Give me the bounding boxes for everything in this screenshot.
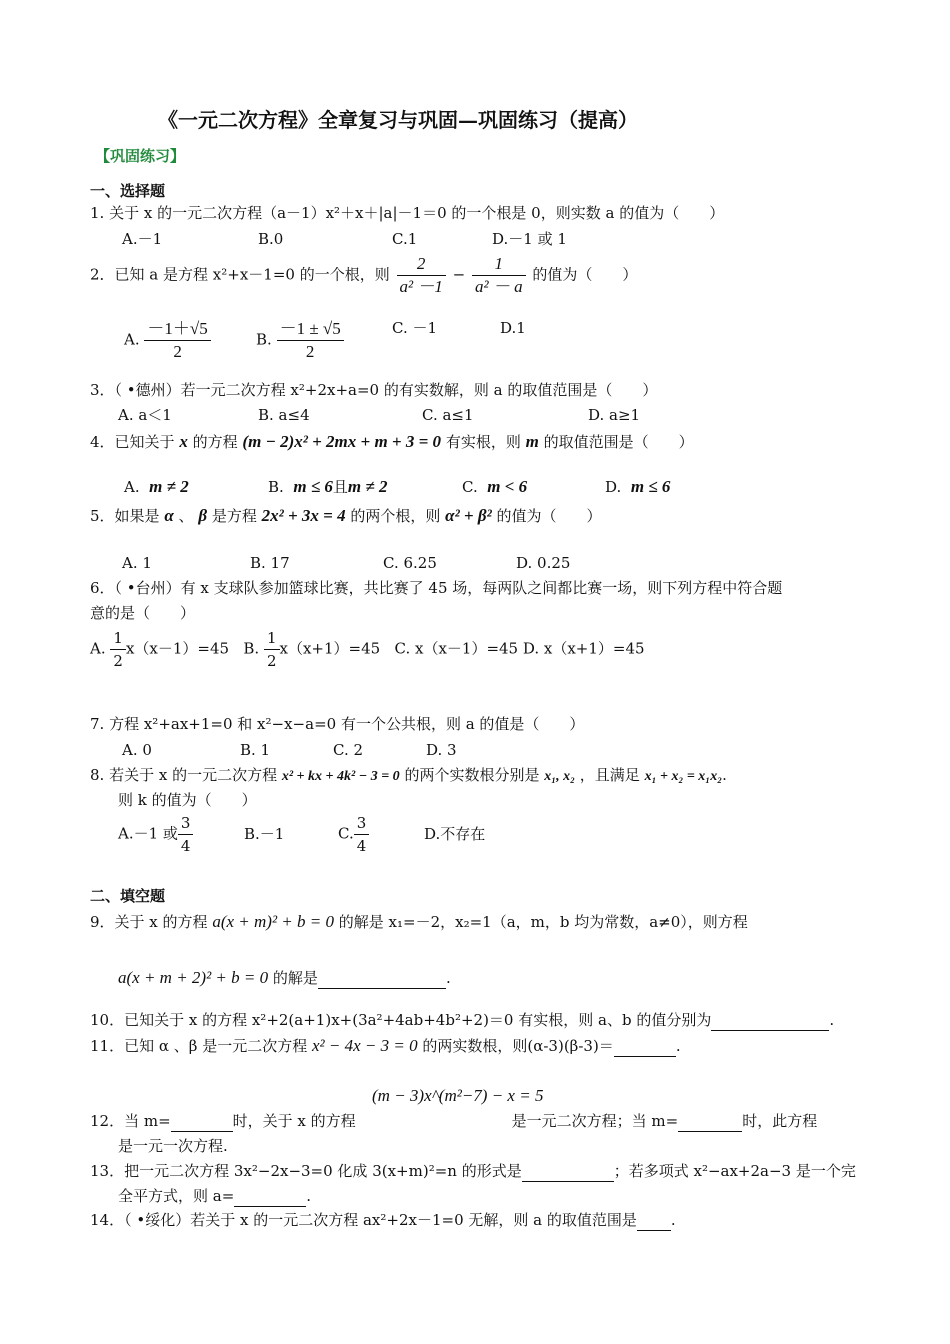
- q13-answer-blank-1[interactable]: [522, 1161, 614, 1182]
- question-12-line2: 是一元一次方程.: [118, 1137, 228, 1155]
- q9-answer-blank[interactable]: [318, 968, 446, 989]
- q12-equation: [372, 1086, 543, 1106]
- q8-a-den: 4: [180, 837, 191, 855]
- question-5: [90, 506, 601, 526]
- q5-equation: 2x² + 3x = 4: [261, 506, 346, 525]
- q5-option-a: A. 1: [122, 554, 152, 572]
- q8-mid2: ，且满足: [579, 766, 640, 784]
- q14-text: 14．（ •绥化）若关于 x 的一元二次方程 ax²+2x－1=0 无解，则 a 的取值范围是: [90, 1211, 637, 1229]
- q13-prefix: 13．把一元二次方程 3x²−2x−3=0 化成 3(x+m)²=n 的形式是: [90, 1162, 522, 1180]
- q10-answer-blank[interactable]: [711, 1010, 829, 1031]
- question-4: [90, 432, 694, 452]
- q12-answer-blank-1[interactable]: [171, 1111, 233, 1132]
- q4-suffix: 的取值范围是（ ）: [543, 433, 694, 451]
- question-2: 2．已知 a 是方程 x²+x－1=0 的一个根，则 $\frac{2}{\text{a² －1}}$ − $\frac{1}{\text{a² － a}}$ 的值为（ ）: [90, 254, 638, 296]
- q11-prefix: 11．已知 α 、β 是一元二次方程: [90, 1037, 308, 1055]
- q5-separator: 、: [178, 507, 194, 525]
- q4-mid: 的方程: [192, 433, 238, 451]
- q1-option-c: C.1: [392, 230, 418, 248]
- q6-b-text: x（x+1）=45: [279, 639, 381, 658]
- q4-option-c: [462, 477, 527, 497]
- q5-option-b: B. 17: [250, 554, 290, 572]
- q3-option-c: C. a≤1: [422, 406, 474, 424]
- q8-c-den: 4: [356, 837, 367, 855]
- q6-b-half: [264, 627, 280, 672]
- q4-option-d: [605, 477, 670, 497]
- q9-equation: a(x + m)² + b = 0: [212, 912, 334, 931]
- q2-a-numerator: －1＋√5: [144, 318, 210, 341]
- q6-cd-text: C. x（x－1）=45 D. x（x+1）=45: [394, 639, 645, 658]
- q7-option-d: D. 3: [426, 741, 457, 759]
- q2-f2-denominator: a² － a: [475, 277, 523, 296]
- q5-mid2: 的两个根，则: [350, 507, 441, 525]
- q2-option-b-label: B.: [256, 330, 272, 349]
- question-3: 3．（ •德州）若一元二次方程 x²+2x+a=0 的有实数解，则 a 的取值范围是（ ）: [90, 381, 658, 399]
- question-7: 7. 方程 x²+ax+1=0 和 x²−x−a=0 有一个公共根，则 a 的值是（ ）: [90, 715, 585, 733]
- q8-option-b: B.－1: [244, 825, 285, 843]
- q13-answer-blank-2[interactable]: [234, 1186, 306, 1207]
- q5-beta: β: [198, 506, 208, 525]
- q8-option-c: [338, 812, 369, 857]
- q6-a-half-num: 1: [110, 627, 126, 650]
- q10-text: 10．已知关于 x 的方程 x²+2(a+1)x+(3a²+4ab+4b²+2)＝0 有实根，则 a、b 的值分别为: [90, 1011, 712, 1029]
- q3-option-a: A. a＜1: [118, 406, 172, 424]
- q2-b-numerator: －1 ± √5: [277, 318, 344, 341]
- question-8-line2: 则 k 的值为（ ）: [118, 791, 257, 809]
- q4-var-x: x: [179, 432, 188, 451]
- q13-mid: ；若多项式 x²−ax+2a−3 是一个完: [613, 1162, 856, 1180]
- q1-option-b: B.0: [258, 230, 284, 248]
- q4-c-value: m < 6: [487, 477, 528, 496]
- q8-a-fraction: [178, 812, 194, 857]
- q2-option-a-label: A.: [124, 330, 140, 349]
- q9-prefix: 9．关于 x 的方程: [90, 913, 208, 931]
- q6-a-half-den: 2: [113, 652, 123, 670]
- q9-equation-2: a(x + m + 2)² + b = 0: [118, 968, 269, 987]
- q5-suffix: 的值为（ ）: [496, 507, 602, 525]
- q5-mid: 是方程: [211, 507, 257, 525]
- q2-a-denominator: 2: [173, 342, 182, 361]
- q4-a-value: m ≠ 2: [149, 477, 189, 496]
- q7-option-a: A. 0: [122, 741, 152, 759]
- q1-option-d: D.－1 或 1: [492, 230, 567, 248]
- section-tag: 【巩固练习】: [95, 147, 186, 165]
- q7-option-c: C. 2: [333, 741, 364, 759]
- question-10: [90, 1010, 834, 1031]
- q2-fraction-2: [472, 253, 526, 298]
- q5-alpha: α: [164, 506, 174, 525]
- q13-end: .: [306, 1187, 312, 1205]
- section-heading-fill: 二、填空题: [90, 887, 166, 905]
- q8-c-fraction: [354, 812, 370, 857]
- q6-options: [90, 627, 645, 672]
- q12-mid: 时，关于 x 的方程: [232, 1112, 356, 1130]
- q12-equation-text: (m − 3)x^(m²−7) − x = 5: [372, 1086, 544, 1105]
- q8-end: .: [722, 766, 727, 784]
- q11-equation: x² − 4x − 3 = 0: [311, 1036, 418, 1055]
- q2-option-b-fraction: [277, 318, 344, 363]
- q4-a-label: A.: [124, 478, 140, 496]
- q12-answer-blank-2[interactable]: [678, 1111, 742, 1132]
- section-heading-choice: 一、选择题: [90, 182, 166, 200]
- q6-a-label: A.: [90, 639, 106, 658]
- question-6-line1: 6．（ •台州）有 x 支球队参加篮球比赛，共比赛了 45 场，每两队之间都比赛一场，则下列方程中符合题: [90, 579, 783, 597]
- q8-option-a: [118, 812, 193, 857]
- q4-d-label: D.: [605, 478, 622, 496]
- q8-c-num: 3: [354, 812, 370, 835]
- q4-prefix: 4．已知关于: [90, 433, 175, 451]
- q5-expression: α² + β²: [445, 506, 492, 525]
- q4-equation: (m − 2)x² + 2mx + m + 3 = 0: [242, 432, 442, 451]
- q9-suffix: 的解是 x₁=－2，x₂=1（a，m，b 均为常数，a≠0），则方程: [338, 913, 748, 931]
- q4-d-value: m ≤ 6: [630, 477, 671, 496]
- question-9: [90, 912, 748, 932]
- q8-condition: x₁ + x₂ = x₁x₂: [644, 769, 723, 784]
- question-12: [90, 1111, 817, 1132]
- q11-answer-blank[interactable]: [614, 1036, 676, 1057]
- q5-prefix: 5．如果是: [90, 507, 160, 525]
- question-1: 1. 关于 x 的一元二次方程（a－1）x²＋x＋|a|－1＝0 的一个根是 0，则实数 a 的值为（ ）: [90, 204, 725, 222]
- q2-fraction-1: [397, 253, 446, 298]
- q3-option-b: B. a≤4: [258, 406, 310, 424]
- q4-option-b: [268, 477, 387, 497]
- question-14: [90, 1210, 676, 1231]
- q12-suffix: 时，此方程: [742, 1112, 818, 1130]
- q8-equation: x² + kx + 4k² − 3 = 0: [281, 769, 400, 784]
- q2-b-denominator: 2: [305, 342, 315, 361]
- question-9-line2: [118, 968, 451, 989]
- q3-option-d: D. a≥1: [588, 406, 641, 424]
- q5-option-d: D. 0.25: [516, 554, 571, 572]
- q8-option-d: D.不存在: [424, 825, 486, 843]
- q12-prefix: 12．当 m=: [90, 1112, 171, 1130]
- q10-end: .: [829, 1011, 835, 1029]
- q13-line2-text: 全平方式，则 a=: [118, 1187, 235, 1205]
- q8-c-label: C.: [338, 824, 354, 843]
- q2-f1-denominator: a² －1: [399, 277, 443, 296]
- q8-mid: 的两个实数根分别是: [404, 766, 540, 784]
- q6-a-text: x（x－1）=45: [125, 639, 230, 658]
- question-6-line2: 意的是（ ）: [90, 604, 196, 622]
- q8-a-num: 3: [178, 812, 194, 835]
- q6-a-half: [110, 627, 126, 672]
- q8-a-label: A.－1 或: [118, 824, 178, 843]
- q4-b-value1: m ≤ 6: [293, 477, 333, 496]
- q2-prefix: 2．已知 a 是方程 x²+x－1=0 的一个根，则: [90, 265, 390, 284]
- q7-option-b: B. 1: [240, 741, 271, 759]
- q9-suffix-2: 的解是: [272, 969, 318, 987]
- q12-mid2: 是一元二次方程；当 m=: [511, 1112, 679, 1130]
- question-11: [90, 1036, 681, 1057]
- q2-f2-numerator: 1: [472, 253, 526, 276]
- q2-option-c: C. －1: [392, 319, 438, 337]
- q2-option-a: [124, 318, 211, 363]
- page-title: 《一元二次方程》全章复习与巩固—巩固练习（提高）: [158, 108, 638, 132]
- q4-mid2: 有实根，则: [445, 433, 521, 451]
- q2-suffix: 的值为（ ）: [532, 265, 638, 284]
- question-13-line2: [118, 1186, 311, 1207]
- q5-option-c: C. 6.25: [383, 554, 437, 572]
- q6-b-half-num: 1: [264, 627, 280, 650]
- question-8: [90, 765, 727, 787]
- q2-option-d: D.1: [500, 319, 526, 337]
- q4-b-label: B.: [268, 478, 284, 496]
- q2-option-a-fraction: [144, 318, 210, 363]
- q6-b-label: B.: [243, 639, 260, 658]
- q4-var-m: m: [525, 432, 539, 451]
- q9-end: .: [445, 969, 451, 987]
- q2-option-b: [256, 318, 344, 363]
- q4-b-and: 且: [332, 478, 348, 496]
- q11-end: .: [675, 1037, 681, 1055]
- q14-answer-blank[interactable]: [637, 1210, 671, 1231]
- q4-b-value2: m ≠ 2: [347, 477, 388, 496]
- q14-end: .: [670, 1211, 676, 1229]
- question-13: [90, 1161, 856, 1182]
- q11-suffix: 的两实数根，则(α-3)(β-3)＝: [422, 1037, 614, 1055]
- q1-option-a: A.－1: [122, 230, 163, 248]
- q8-prefix: 8. 若关于 x 的一元二次方程: [90, 766, 278, 784]
- q6-b-half-den: 2: [266, 652, 277, 670]
- q4-c-label: C.: [462, 478, 478, 496]
- q4-option-a: [124, 477, 189, 497]
- q8-roots: x₁, x₂: [544, 769, 576, 784]
- q2-f1-numerator: 2: [397, 253, 446, 276]
